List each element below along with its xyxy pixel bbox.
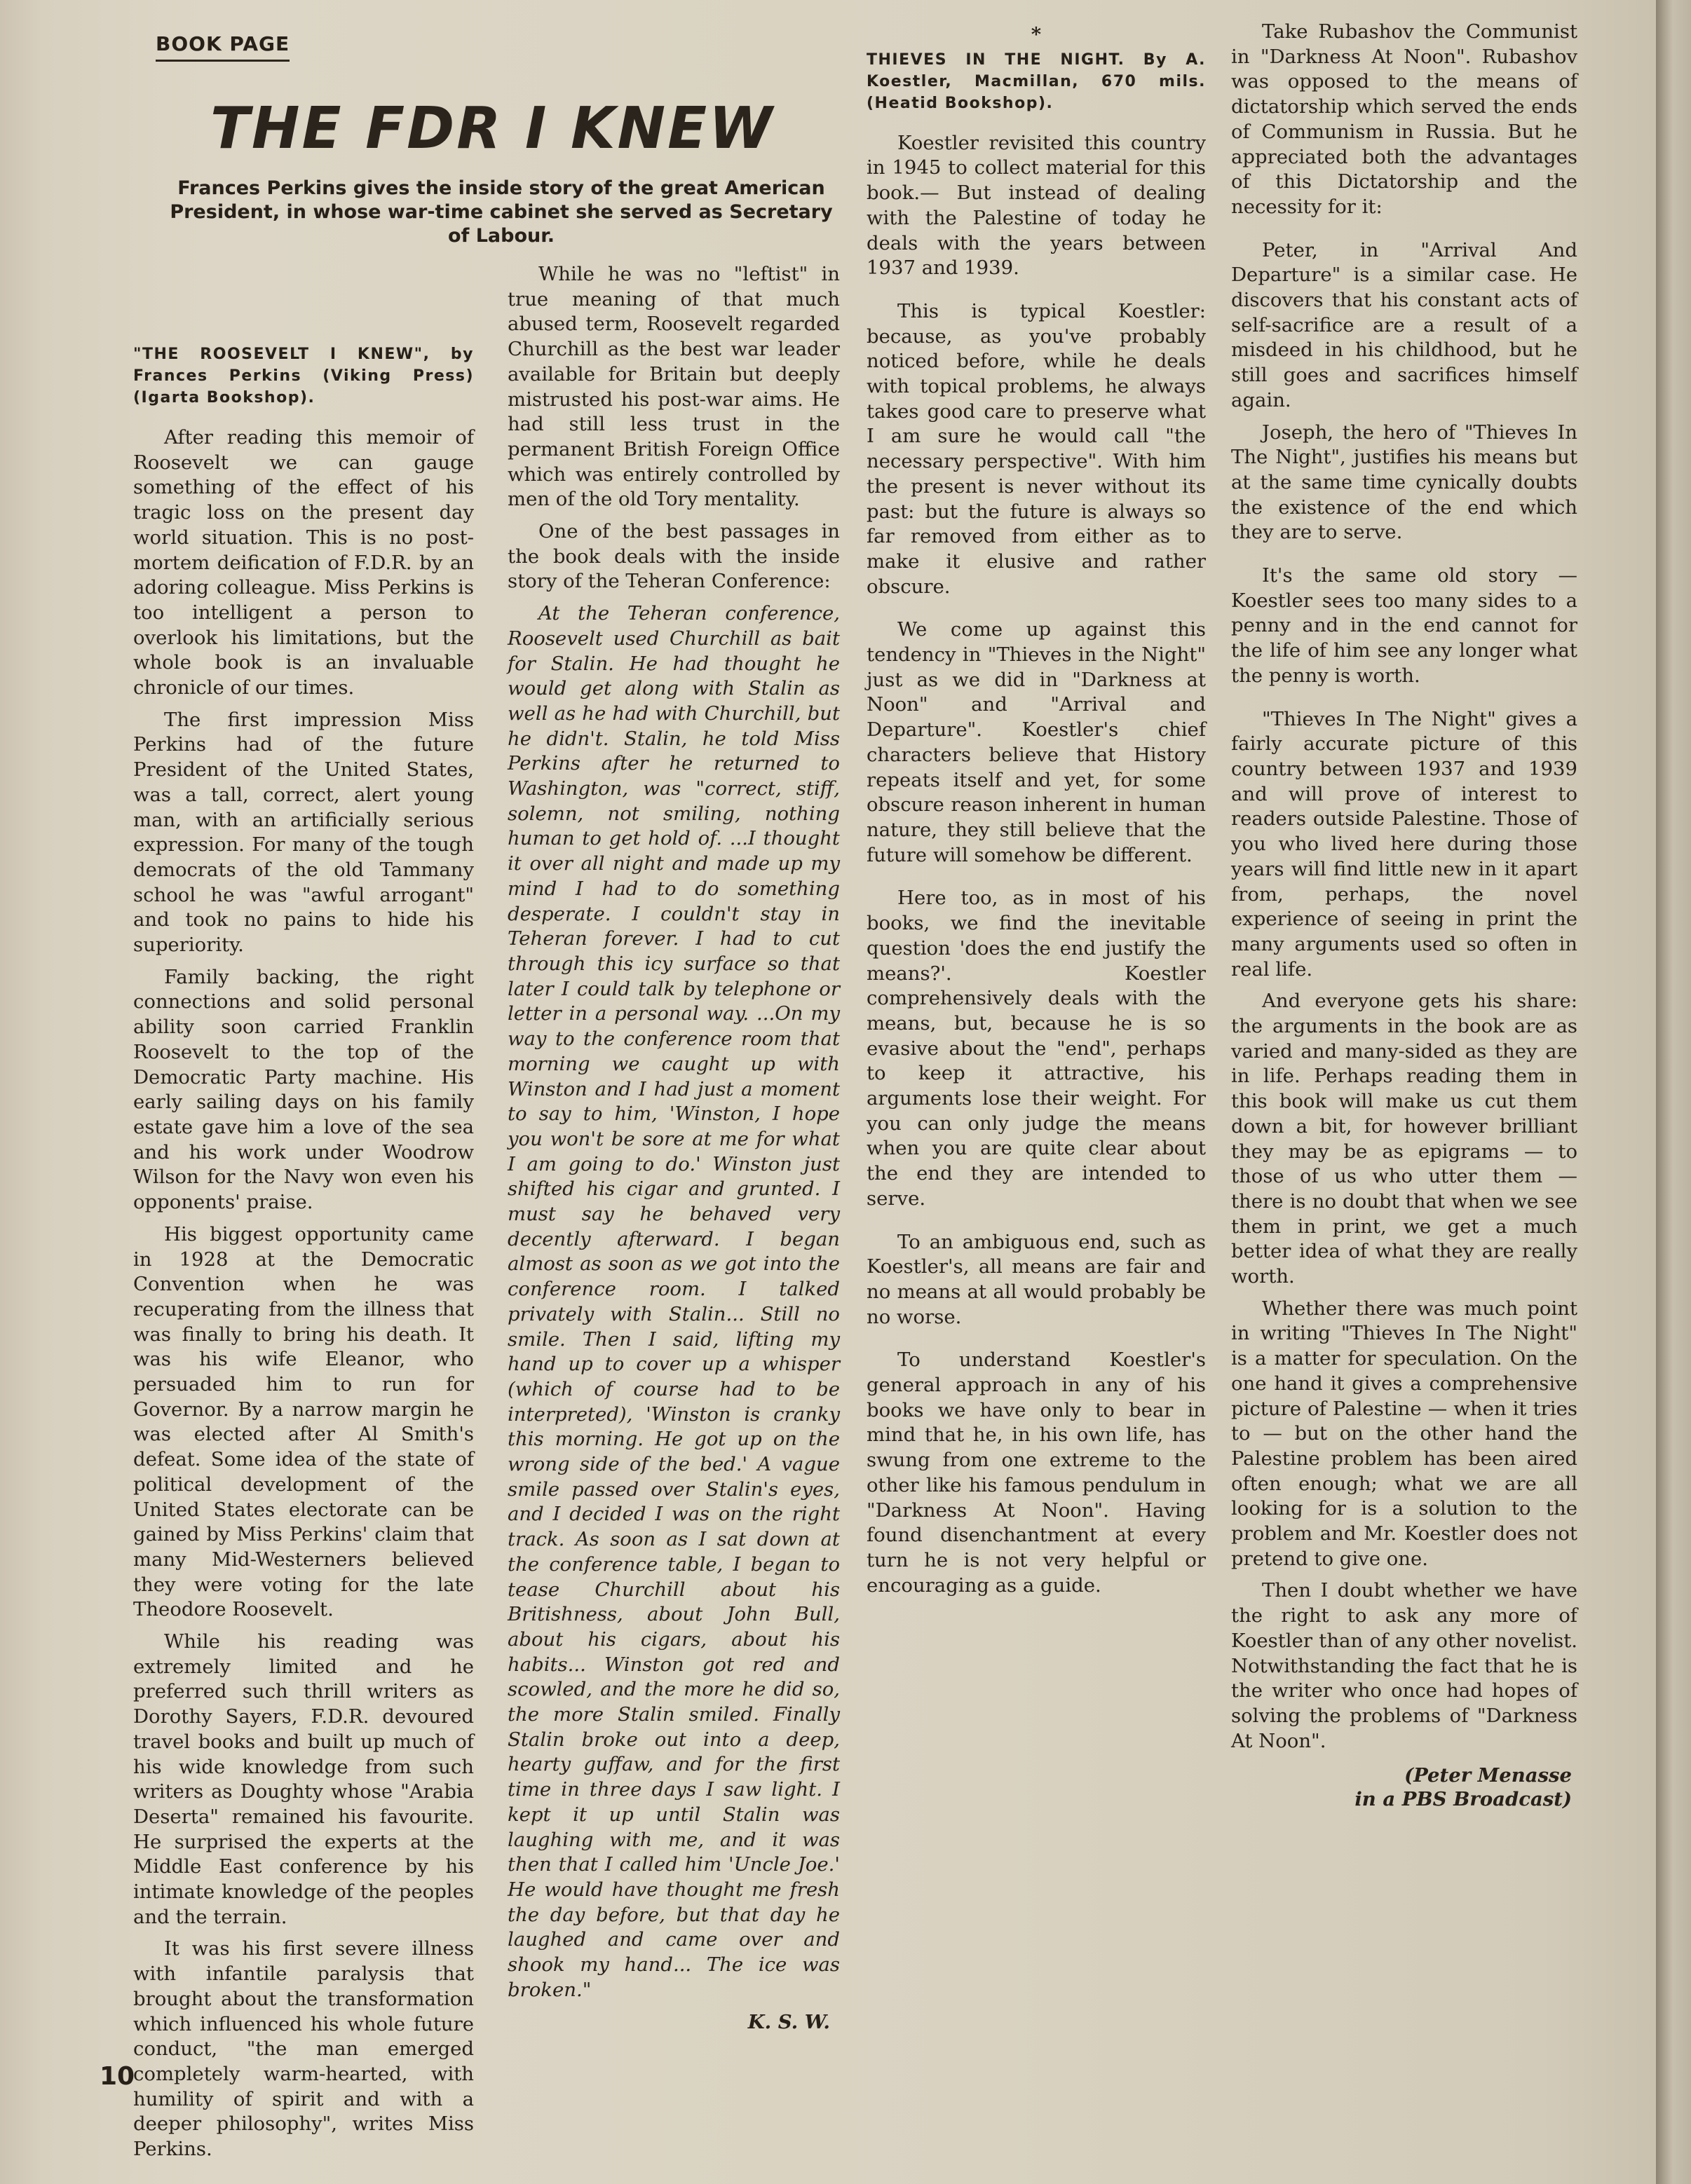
paragraph: Then I doubt whether we have the right to ask any more of Koestler than of any other novelist. Notwithstanding the fact that he is the writer who once had hopes of solving the problems of "Darkness At Noon". <box>1231 1579 1577 1752</box>
paragraph: This is typical Koestler: because, as you've probably noticed before, while he deals with topical problems, he always takes good care to preserve what I am sure he would call "the necessary perspective". With him the present is never without its past: but the future is always so far removed from either as to make it elusive and rather obscure. <box>867 299 1206 598</box>
review-reference: THIEVES IN THE NIGHT. By A. Koestler, Macmillan, 670 mils. (Heatid Bookshop). <box>867 50 1206 112</box>
broadcast-credit <box>1231 1763 1572 1811</box>
paragraph: Here too, as in most of his books, we find the inevitable question 'does the end justify the means?'. Koestler comprehensively deals with the means, but, because he is so evasive about the "end", perhaps to keep it attractive, his arguments lose their weight. For you can only judge the means when you are quite clear about the end they are intended to serve. <box>867 887 1206 1210</box>
paragraph: While his reading was extremely limited and he preferred such thrill writers as Dorothy Sayers, F.D.R. devoured travel books and built up much of his wide knowledge from such writers as Doughty whose "Arabia Deserta" remained his favourite. He surprised the experts at the Middle East conference by his intimate knowledge of the peoples and the terrain. <box>133 1630 474 1928</box>
paragraph: After reading this memoir of Roosevelt we can gauge something of the effect of his tragic loss on the present day world situation. This is no post-mortem deification of F.D.R. by an adoring colleague. Miss Perkins is too intelligent a person to overlook his limitations, but the whole book is an invaluable chronicle of our times. <box>133 426 474 699</box>
section-label: BOOK PAGE <box>156 32 290 62</box>
paragraph: And everyone gets his share: the arguments in the book are as varied and many-sided as they are in life. Perhaps reading them in this book will make us cut them down a bit, for however brilliant they may be as epigrams — to those of us who utter them — there is no doubt that when we see them in print, we get a much better idea of what they are really worth. <box>1231 990 1577 1288</box>
paragraph: "Thieves In The Night" gives a fairly accurate picture of this country between 1937 and 1939 and will prove of interest to readers outside Palestine. Those of you who lived here during those years will find little new in it apart from, perhaps, the novel experience of seeing in print the many arguments used so often in real life. <box>1231 707 1577 981</box>
paragraph: It's the same old story — Koestler sees too many sides to a penny and in the end cannot for the life of him see any longer what the penny is worth. <box>1231 564 1577 687</box>
headline: THE FDR I KNEW <box>210 95 775 162</box>
paragraph: Peter, in "Arrival And Departure" is a similar case. He discovers that his constant acts of self-sacrifice are a result of a misdeed in his childhood, but he still goes and sacrifices himself again. <box>1231 238 1577 411</box>
review-reference: "THE ROOSEVELT I KNEW", by Frances Perkins (Viking Press) (Igarta Bookshop). <box>133 346 474 407</box>
paragraph: Koestler revisited this country in 1945 to collect material for this book.— But instead of dealing with the Palestine of today he deals with the years between 1937 and 1939. <box>867 131 1206 280</box>
paragraph: His biggest opportunity came in 1928 at the Democratic Convention when he was recuperating from the illness that was finally to bring his death. It was his wife Eleanor, who persuaded him to run for Governor. By a narrow margin he was elected after Al Smith's defeat. Some idea of the state of political development of the United States electorate can be gained by Miss Perkins' claim that many Mid-Westerners believed they were voting for the late Theodore Roosevelt. <box>133 1222 474 1621</box>
paragraph: Whether there was much point in writing "Thieves In The Night" is a matter for speculation. On the one hand it gives a comprehensive picture of Palestine — when it tries to — but on the other hand the Palestine problem has been aired often enough; what we are all looking for is a solution to the problem and Mr. Koestler does not pretend to give one. <box>1231 1297 1577 1570</box>
column-1 <box>133 343 474 2169</box>
column-2 <box>508 262 840 2042</box>
paragraph: Take Rubashov the Communist in "Darkness At Noon". Rubashov was opposed to the means of dictatorship which served the ends of Communism in Russia. But he appreciated both the advantages of this Dictatorship and the necessity for it: <box>1231 20 1577 218</box>
separator-asterisk: * <box>1031 23 1042 46</box>
column-4 <box>1231 20 1577 1818</box>
paragraph: Joseph, the hero of "Thieves In The Night", justifies his means but at the same time cynically doubts the existence of the end which they are to serve. <box>1231 421 1577 544</box>
paragraph: It was his first severe illness with infantile paralysis that brought about the transformation which influenced his whole future conduct, "the man emerged completely warm-hearted, with humility of spirit and with a deeper philosophy", writes Miss Perkins. <box>133 1937 474 2161</box>
paragraph: Family backing, the right connections and solid personal ability soon carried Franklin Roosevelt to the top of the Democratic Party machine. His early sailing days on his family estate gave him a love of the sea and his work under Woodrow Wilson for the Navy won even his opponents' praise. <box>133 965 474 1214</box>
page-number: 10 <box>100 2062 135 2091</box>
reviewer-signature: K. S. W. <box>747 2010 830 2033</box>
page-edge <box>1656 0 1691 2184</box>
paragraph: While he was no "leftist" in true meaning of that much abused term, Roosevelt regarded Churchill as the best war leader available for Britain but deeply mistrusted his post-war aims. He had still less trust in the permanent British Foreign Office which was entirely controlled by men of the old Tory mentality. <box>508 263 840 511</box>
standfirst: Frances Perkins gives the inside story of the great American President, in whose war-time cabinet she served as Secretary of Labour. <box>170 177 833 247</box>
column-3 <box>867 20 1206 1605</box>
paragraph: One of the best passages in the book deals with the inside story of the Teheran Conference: <box>508 520 840 593</box>
paragraph: To an ambiguous end, such as Koestler's, all means are fair and no means at all would probably be no worse. <box>867 1230 1206 1328</box>
paragraph: We come up against this tendency in "Thieves in the Night" just as we did in "Darkness at Noon" and "Arrival and Departure". Koestler's chief characters believe that History repeats itself and yet, for some obscure reason inherent in human nature, they still believe that the future will somehow be different. <box>867 618 1206 866</box>
credit-line-2: in a PBS Broadcast) <box>1354 1788 1572 1811</box>
paragraph: To understand Koestler's general approach in any of his books we have only to bear in mind that he, in his own life, has swung from one extreme to the other like his famous pendulum in "Darkness At Noon". Having found disenchantment at every turn he is not very helpful or encouraging as a guide. <box>867 1349 1206 1597</box>
credit-line-1: (Peter Menasse <box>1404 1764 1572 1787</box>
paragraph: The first impression Miss Perkins had of the future President of the United States, was a tall, correct, alert young man, with an artificially serious expression. For many of the tough democrats of the old Tammany school he was "awful arrogant" and took no pains to hide his superiority. <box>133 708 474 957</box>
teheran-quote: At the Teheran conference, Roosevelt used Churchill as bait for Stalin. He had thought he would get along with Stalin as well as he had with Churchill, but he didn't. Stalin, he told Miss Perkins after he returned to Washington, was "correct, stiff, solemn, not smiling, nothing human to get hold of. ...I thought it over all night and made up my mind I had to do something desperate. I couldn't stay in Teheran forever. I had to cut through this icy surface so that later I could talk by telephone or letter in a personal way. ...On my way to the conference room that morning we caught up with Winston and I had just a moment to say to him, 'Winston, I hope you won't be sore at me for what I am going to do.' Winston just shifted his cigar and grunted. I must say he behaved very decently afterward. I began almost as soon as we got into the conference room. I talked privately with Stalin... Still no smile. Then I said, lifting my hand up to cover up a whisper (which of course had to be interpreted), 'Winston is cranky this morning. He got up on the wrong side of the bed.' A vague smile passed over Stalin's eyes, and I decided I was on the right track. As soon as I sat down at the conference table, I began to tease Churchill about his Britishness, about John Bull, about his cigars, about his habits... Winston got red and scowled, and the more he did so, the more Stalin smiled. Finally Stalin broke out into a deep, hearty guffaw, and for the first time in three days I saw light. I kept it up until Stalin was laughing with me, and it was then that I called him 'Uncle Joe.' He would have thought me fresh the day before, but that day he laughed and came over and shook my hand... The ice was broken." <box>508 602 840 2001</box>
